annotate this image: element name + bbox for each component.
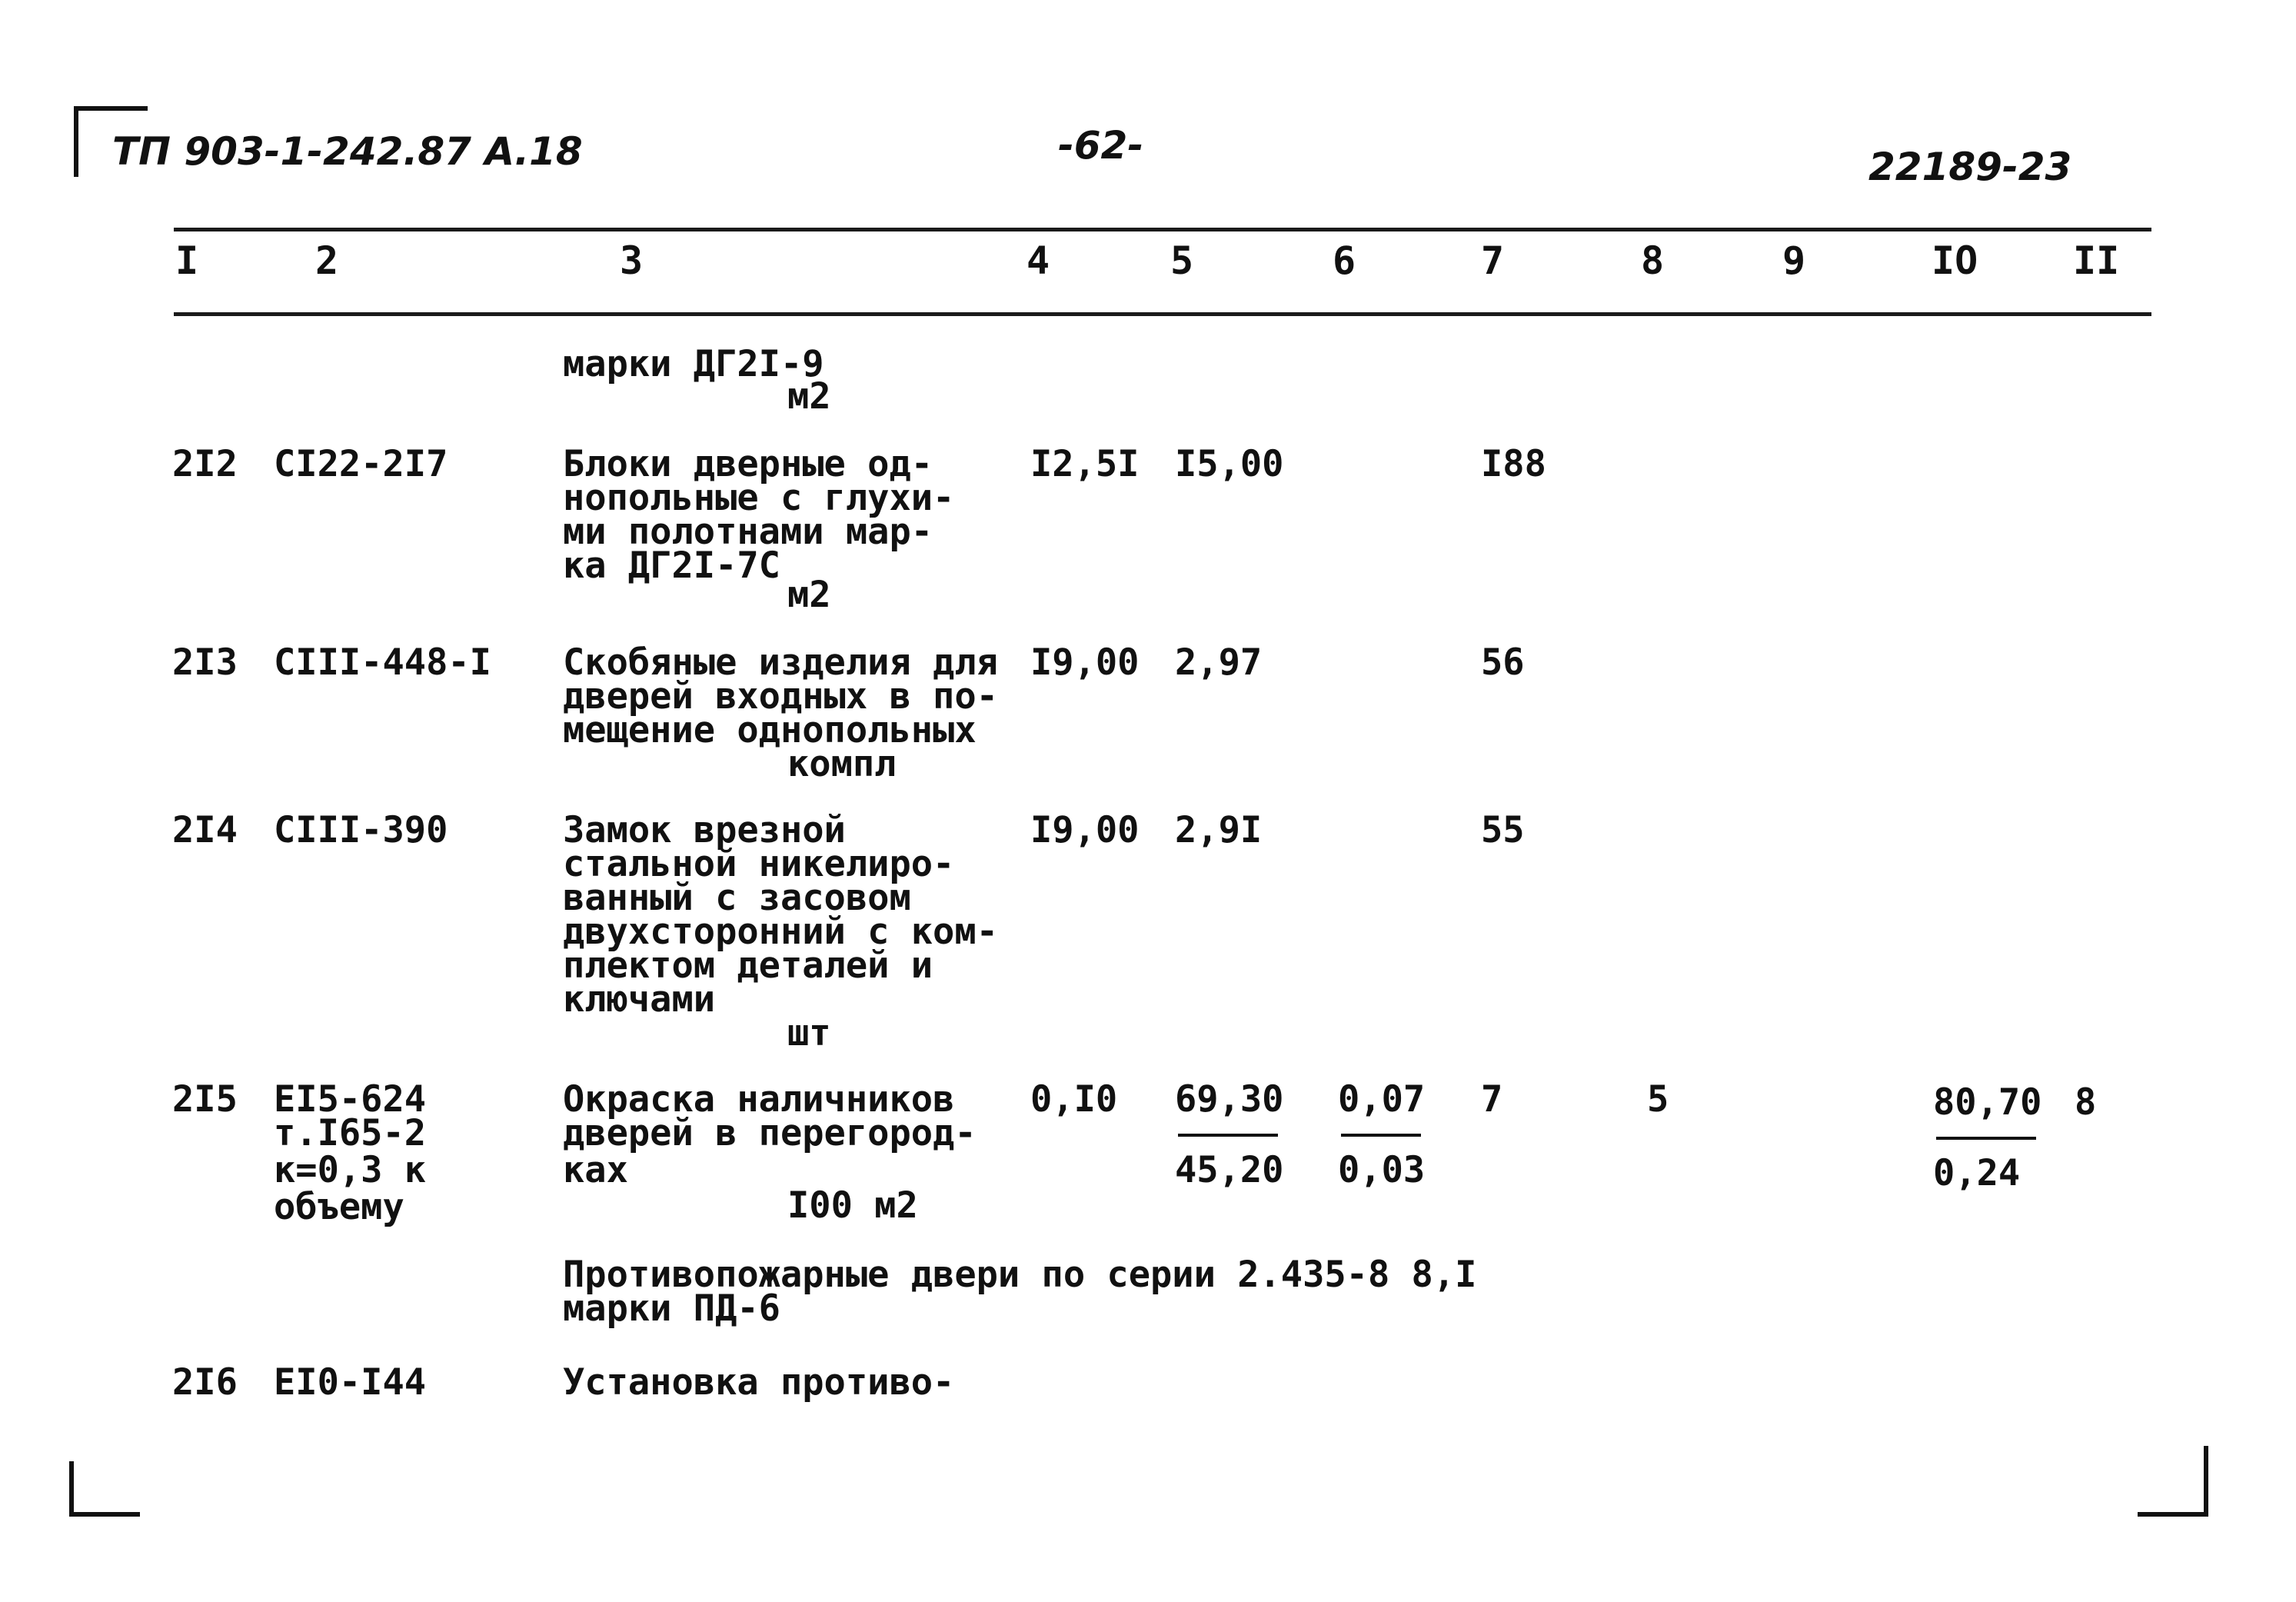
frame-corner-top-left-horizontal [74,106,148,111]
row-unit: компл [787,743,897,785]
row-code: ЕI0-I44 [274,1361,427,1404]
row-description-line: дверей входных в по- [563,675,998,718]
row-col11-value: 8 [2075,1081,2097,1124]
row-code-line: объему [274,1186,404,1228]
row-col10-bottom-value: 0,24 [1933,1152,2021,1194]
row-col8-value: 5 [1647,1078,1669,1121]
row-description-line: Замок врезной [563,809,846,851]
continuation-description: марки ДГ2I-9 [563,343,824,385]
row-code: СIII-390 [274,809,448,851]
frame-corner-top-left-vertical [74,108,78,177]
table-top-rule [174,228,2151,231]
fraction-line [1936,1137,2036,1140]
column-header-9: 9 [1782,238,1806,283]
column-header-7: 7 [1481,238,1505,283]
column-header-10: IO [1932,238,1978,283]
row-description-line: двухсторонний с ком- [563,911,998,953]
row-col5-value: 2,97 [1175,641,1263,684]
row-col5-bottom-value: 45,20 [1175,1149,1284,1191]
row-code: СIII-448-I [274,641,491,684]
row-col6-bottom-value: 0,03 [1338,1149,1426,1191]
row-description-line: Установка противо- [563,1361,955,1404]
row-col7-value: I88 [1481,443,1546,485]
column-header-11: II [2073,238,2120,283]
row-col4-value: I9,00 [1030,641,1140,684]
row-description-line: ка ДГ2I-7С [563,545,780,587]
row-col4-value: I9,00 [1030,809,1140,851]
row-description-line: плектом деталей и [563,944,933,987]
row-col5-value: I5,00 [1175,443,1284,485]
row-col5-value: 2,9I [1175,809,1263,851]
row-unit: I00 м2 [787,1184,918,1227]
row-description-line: Блоки дверные од- [563,443,933,485]
frame-corner-bottom-right-horizontal [2138,1512,2208,1517]
row-description-line: нопольные с глухи- [563,477,955,519]
row-description-line: ках [563,1149,628,1191]
row-description-line: стальной никелиро- [563,843,955,885]
row-unit: шт [787,1012,831,1054]
column-header-3: 3 [620,238,644,283]
sheet-code: 22189-23 [1868,145,2072,189]
column-header-1: I [175,238,199,283]
row-description-line: ванный с засовом [563,877,911,919]
row-col7-value: 56 [1481,641,1525,684]
row-description-line: дверей в перегород- [563,1112,977,1154]
column-header-6: 6 [1333,238,1356,283]
row-description-line: мещение однопольных [563,709,977,751]
row-number: 2I5 [172,1078,238,1121]
row-col10-top-value: 80,70 [1933,1081,2042,1124]
frame-corner-bottom-left-horizontal [69,1512,140,1517]
row-description-line: Окраска наличников [563,1078,955,1121]
row-col7-value: 7 [1481,1078,1503,1121]
row-description-line: ми полотнами мар- [563,511,933,553]
continuation-unit: м2 [787,375,831,418]
column-header-5: 5 [1170,238,1194,283]
row-col4-value: 0,I0 [1030,1078,1118,1121]
table-header-bottom-rule [174,312,2151,316]
row-code-line: ЕI5-624 [274,1078,427,1121]
row-code-line: т.I65-2 [274,1112,427,1154]
column-header-4: 4 [1027,238,1050,283]
page-number: -62- [1058,123,1144,168]
row-number: 2I6 [172,1361,238,1404]
column-header-2: 2 [315,238,339,283]
frame-corner-bottom-left-vertical [69,1461,74,1517]
row-col4-value: I2,5I [1030,443,1140,485]
section-heading-line: Противопожарные двери по серии 2.435-8 8,I [563,1254,1477,1296]
row-col7-value: 55 [1481,809,1525,851]
row-number: 2I2 [172,443,238,485]
row-number: 2I4 [172,809,238,851]
row-code-line: к=0,3 к [274,1149,427,1191]
frame-corner-bottom-right-vertical [2204,1446,2208,1517]
row-description-line: Скобяные изделия для [563,641,998,684]
section-heading-line: марки ПД-6 [563,1287,780,1330]
row-description-line: ключами [563,978,716,1021]
document-code: ТП 903-1-242.87 А.18 [112,129,583,174]
row-unit: м2 [787,574,831,616]
row-code: СI22-2I7 [274,443,448,485]
row-col5-top-value: 69,30 [1175,1078,1284,1121]
row-col6-top-value: 0,07 [1338,1078,1426,1121]
row-number: 2I3 [172,641,238,684]
fraction-line [1341,1134,1421,1137]
column-header-8: 8 [1641,238,1665,283]
fraction-line [1178,1134,1278,1137]
